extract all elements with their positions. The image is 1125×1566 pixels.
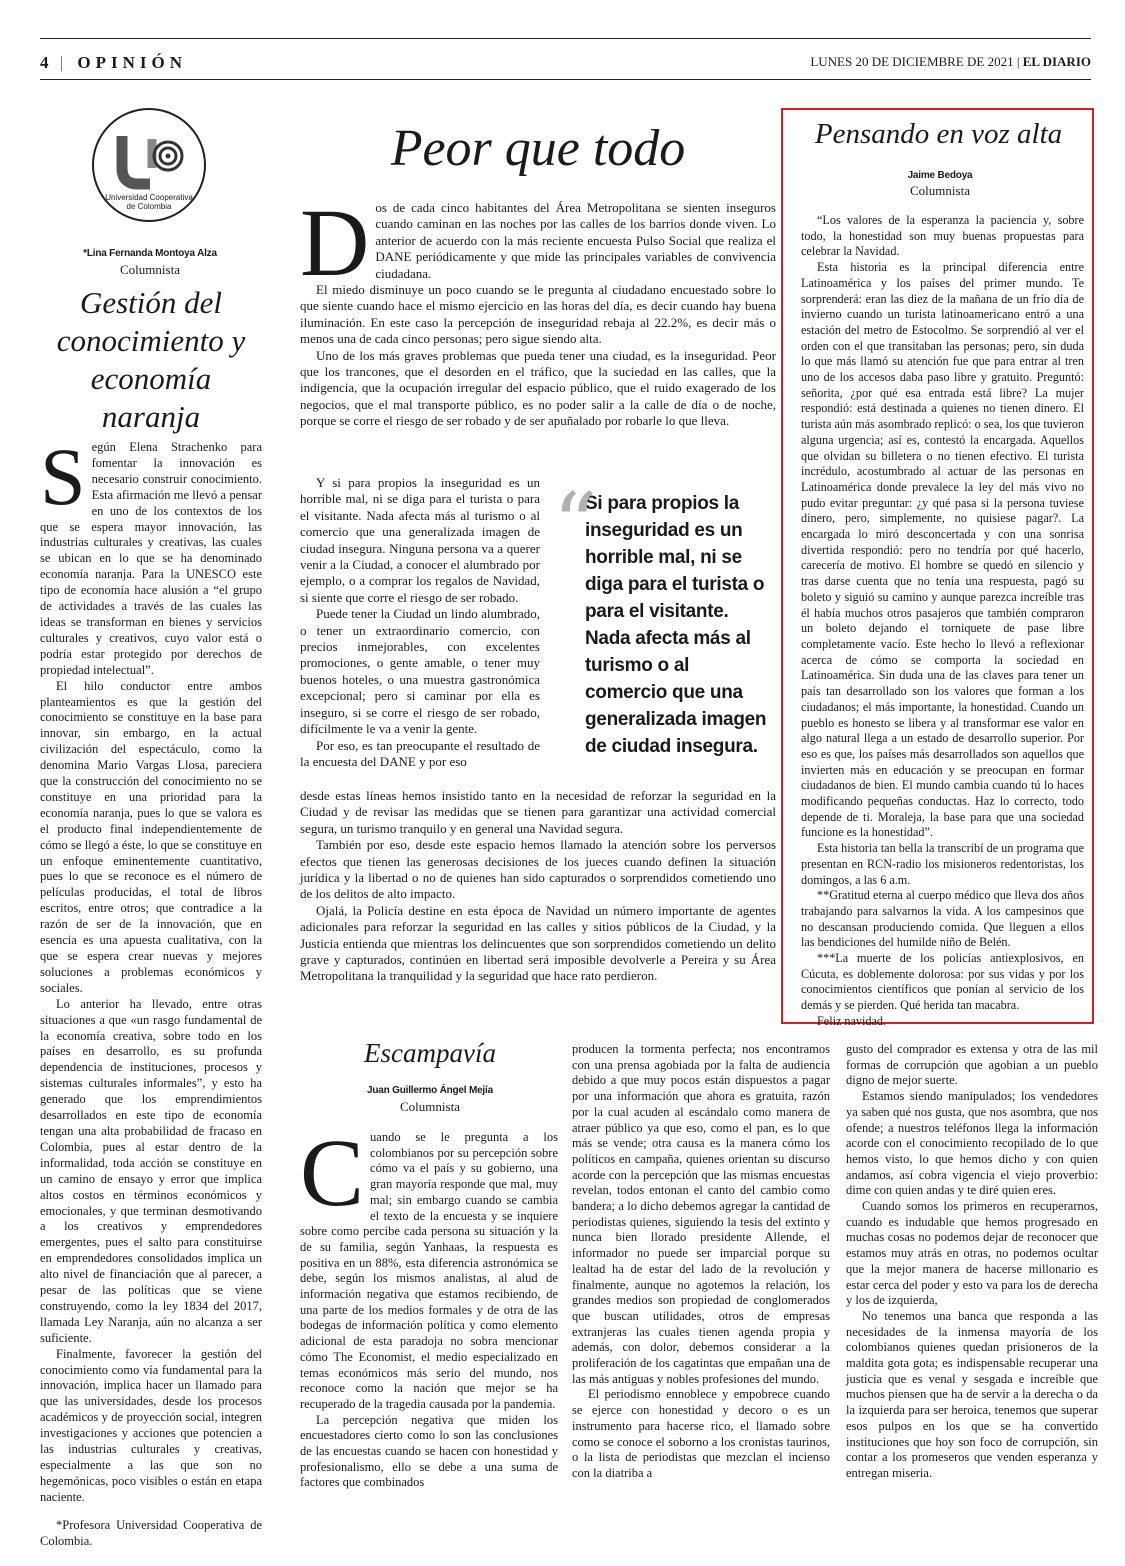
right-paragraph: Esta historia es la principal diferencia entre Latinoamérica y los países del primer mundo. Te sorprenderá: eran las diez de la mañana de un frío día de invierno cuando un turista latinoamericano entró a una estación del metro de Estocolmo. Se sorprendió al ver el orden con el que transitaban las personas; pero, sin duda lo que más llamó su atención fue que para entrar al tren uno de los accesos daba paso libre y gratuito. Preguntó: señorita, ¿por qué esa entrada está libre? La mujer respondió: está destinada a quienes no tienen dinero. El turista aún más asombrado replicó: o sea, los que tuvieron alguna urgencia; así es, contestó la encargada. Aquellos que olvidan su billetera o no tienen efectivo. El turista incrédulo, acostumbrado al actuar de las personas en Latinoamérica donde prevalece la ley del más vivo no pudo evitar preguntar: ¿y qué pasa si la persona tuviese dinero, pero, simplemente, no quisiese pagar?. La encargada lo miró desconcertada y con una sonrisa divertida respondió: pero no tendría por qué hacerlo, carecería de motivo. El hombre se quedó en silencio y tras darse cuenta que no tenía una respuesta, pagó su boleto y siguió su camino y aunque parezca increíble tras él había muchos otros pasajeros que también compraron un boleto dejando el torniquete de pase libre completamente vacío. Este hecho lo llevó a reflexionar acerca de cómo se comporta la sociedad en Latinoamérica. Sin duda una de las claves para tener un país tan desarrollado son los valores que forman a los ciudadanos; el más importante, la honestidad. Cuando un pueblo es honesto se libera y al transformar ese valor en algo natural llega a un estado de desarrollo superior. Por eso es que, los países más desarrollados son aquellos que invierten más en educación y se preocupan en formar ciudadanos de bien. El mundo cambia cuando tú lo haces modificando pequeñas conductas. Haz lo correcto, todo depende de ti. Moraleja, la base para que una sociedad funcione es la honestidad”.: [801, 260, 1084, 840]
right-article-body: [801, 213, 1084, 1030]
right-paragraph: Feliz navidad.: [817, 1013, 887, 1028]
right-author-role: Columnista: [910, 183, 970, 198]
left-paragraph: El hilo conductor entre ambos planteamientos es que la gestión del conocimiento se constituye en la base para innovar, sin embargo, en la actual civilización del espectáculo, como la denomina Mario Vargas Llosa, pareciera que la construcción del conocimiento no se constituye en una prioridad para la economía naranja, pues lo que se valora es el producto final independientemente de cómo se llegó a éste, lo que se constituye en un enfoque eminentemente cuantitativo, pues lo que se reconoce es el número de películas producidas, el total de libros escritos, entre otros; que contradice a la razón de ser de la innovación, que en esencia es una apuesta cualitativa, con la que se espera crear nuevas y mejores soluciones a problemas económicos y sociales.: [40, 678, 262, 995]
bottom-col-2: [572, 1042, 830, 1482]
pull-quote-text: Si para propios la inseguridad es un horrible mal, ni se diga para el turista o para el visitante. Nada afecta más al turismo o al comercio que una generalizada imagen de ciudad insegura.: [585, 493, 767, 757]
right-paragraph: ***La muerte de los policías antiexplosivos, en Cúcuta, es doblemente dolorosa: por sus vidas y por los conocimientos científicos que ponían al servicio de los demás y se pierden. Qué herida tan macabra.: [801, 951, 1084, 1013]
bottom-col-1: [300, 1119, 558, 1491]
page-header: [40, 38, 1091, 80]
section-name: OPINIÓN: [77, 53, 188, 72]
right-paragraph: Esta historia tan bella la transcribí de un programa que presentan en RCN-radio los misioneros redentoristas, los domingos, a las 6 a.m.: [801, 841, 1084, 887]
logo-text-line2: de Colombia: [126, 202, 172, 211]
right-paragraph: “Los valores de la esperanza la paciencia y, sobre todo, la honestidad son muy buenas propuestas para celebrar la Navidad.: [801, 213, 1084, 259]
left-author-role: Columnista: [120, 262, 180, 277]
center-article-title: Peor que todo: [390, 120, 686, 177]
section-label: 4 | OPINIÓN: [40, 53, 188, 72]
center-paragraph: desde estas líneas hemos insistido tanto en la necesidad de reforzar la seguridad en la Ciudad y de revisar las medidas que se tienen para garantizar una actividad comercial segura, un turismo tranquilo y en general una Navidad segura.: [300, 788, 776, 836]
bottom-author-role: Columnista: [400, 1099, 460, 1114]
center-article-bottom: [300, 788, 776, 985]
left-paragraph: Finalmente, favorecer la gestión del conocimiento como vía fundamental para la innovación, implica hacer un llamado para que las universidades, desde los procesos académicos y de proyección social, integren investigaciones y acciones que potencien a las industrias culturales y creativas, especialmente a las que son no hegemónicas, poco visibles o están en etapa naciente.: [40, 1346, 262, 1504]
center-first-paragraph: os de cada cinco habitantes del Área Metropolitana se sienten inseguros cuando caminan en las noches por las calles de los barrios donde viven. Lo anterior de acuerdo con la más reciente encuesta Pulso Social que realiza el DANE periódicamente y que mide las principales variables de convivencia ciudadana.: [375, 200, 776, 281]
left-paragraph: Lo anterior ha llevado, entre otras situaciones a que «un rasgo fundamental de la economía creativa, sobre todo en los países en desarrollo, es su profunda dependencia de instituciones, procesos y sistemas culturales informales”, y esto ha generado que los emprendimientos desarrollados en este tipo de economía tengan una alta probabilidad de fracaso en Colombia, pues al estar dentro de la informalidad, toda acción se constituye en un camino de ensayo y error que implica altos costos en términos económicos y emocionales, y que terminan desmotivando a los creativos y emprendedores emergentes, pues el salto para constituirse en emprendedores consolidados implica un alto nivel de financiación que al parecer, a pesar de las políticas que se viene construyendo, como la ley 1834 del 2017, llamada Ley Naranja, aún no alcanza a ser suficiente.: [40, 996, 262, 1345]
pull-quote: [553, 475, 773, 760]
university-logo: [90, 106, 208, 224]
quote-mark-icon: “: [553, 475, 597, 575]
page-number: 4: [40, 53, 54, 72]
center-dropcap: D: [300, 189, 370, 296]
bottom-paragraph: No tenemos una banca que responda a las necesidades de la inmensa mayoría de los colombianos quienes quedan prisioneros de la maldita gota gota; es indispensable recuperar una justicia que es venal y sesgada e increíble que muchos piensen que ha de servir a la derecha o da la izquierda para ser heroica, tenemos que superar esos pulpos en los que se ha convertido instituciones que hoy son foco de corrupción, sin contar a los promeseros que venden esperanza y entregan miseria.: [846, 1308, 1098, 1480]
bottom-paragraph: El periodismo ennoblece y empobrece cuando se ejerce con honestidad y decoro o es un instrumento para hacerse rico, el llamado sobre como se conoce el soborno a los cronistas taurinos, o la lista de periodistas que mezclan el incienso con la diatriba a: [572, 1387, 830, 1480]
bottom-paragraph: Estamos siendo manipulados; los vendedores ya saben qué nos gusta, que nos asombra, que nos ofende; a nuestros teléfonos llega la información acorde con el conocimiento recopilado de lo que hemos visto, lo que hemos dicho y con quien andamos, así cobra vigencia el viejo proverbio: dime con quien andas y te diré quien eres.: [846, 1089, 1098, 1198]
center-paragraph: Puede tener la Ciudad un lindo alumbrado, o tener un extraordinario comercio, con precios inmejorables, con excelentes promociones, o gente amable, o tener muy buenos hoteles, o una muestra gastronómica excepcional; pero si caminar por ella es inseguro, si se corre el riesgo de ser robado, difícilmente le va a venir la gente.: [300, 606, 540, 737]
bottom-author: Juan Guillermo Ángel Mejía: [367, 1085, 493, 1096]
right-author: Jaime Bedoya: [907, 170, 973, 181]
center-article-top: [300, 189, 776, 430]
bottom-dropcap: C: [300, 1119, 365, 1226]
date-text: LUNES 20 DE DICIEMBRE DE 2021: [810, 54, 1014, 69]
left-article-body: [40, 431, 262, 1550]
left-author: *Lina Fernanda Montoya Alza: [83, 248, 217, 259]
bottom-paragraph: Cuando somos los primeros en recuperarnos, cuando es indudable que hemos progresado en muchas cosas no podemos dejar de reconocer que estamos muy atrás en otras, no podemos ocultar que la mejor manera de hacerse millonario es estar cerca del poder y esto va para los de derecha y los de izquierda,: [846, 1199, 1098, 1308]
center-paragraph: El miedo disminuye un poco cuando se le pregunta al ciudadano encuestado sobre lo que siente cuando hace el mismo ejercicio en las horas del día, es decir cuando hay buena iluminación. En este caso la percepción de inseguridad rebaja al 22.2%, es decir más o menos una de cada cinco personas; pero sigue siendo alta.: [300, 282, 776, 347]
center-article-narrow: [300, 475, 540, 770]
center-paragraph: Por eso, es tan preocupante el resultado de la encuesta del DANE y por eso: [300, 737, 540, 769]
issue-date: LUNES 20 DE DICIEMBRE DE 2021 | EL DIARIO: [810, 54, 1091, 69]
left-dropcap: S: [40, 431, 86, 522]
paper-name: EL DIARIO: [1022, 54, 1091, 69]
right-paragraph: **Gratitud eterna al cuerpo médico que lleva dos años trabajando para salvarnos la vida. A los campesinos que no descansan produciendo comida. Que lleguen a ellos las bendiciones del humilde niño de Belén.: [801, 888, 1084, 950]
center-paragraph: Uno de los más graves problemas que pueda tener una ciudad, es la inseguridad. Peor que los trancones, que el desorden en el tráfico, que la suciedad en las calles, que la indigencia, que la ocupación irregular del espacio público, que el ruido exagerado de los negocios, que el mal transporte público, es no poder salir a la calle de día o de noche, porque se corre el riesgo de ser robado y de ser apuñalado por robarle lo que lleva.: [300, 347, 776, 429]
center-paragraph: También por eso, desde este espacio hemos llamado la atención sobre los perversos efectos que tienen las generosas decisiones de los jueces cuando definen la situación jurídica y la libertad o no de quienes han sido capturados o sorprendidos cometiendo uno de los delitos de alto impacto.: [300, 837, 776, 902]
bottom-first-paragraph: uando se le pregunta a los colombianos por su percepción sobre cómo va el país y su gobierno, una gran mayoría responde que mal, muy mal; sin embargo cuando se cambia el texto de la encuesta y se inquiere sobre como percibe cada persona su situación y la de su familia, según Yanhaas, la respuesta es positiva en un 88%, esta diferencia astronómica se debe, según los mismos analistas, al alud de información negativa que estamos recibiendo, de una parte de los medios formales y de otra de las bodegas de información política y como elemento adicional de esta paradoja no sobra mencionar cómo The Economist, el medio especializado en temas económicos más serio del mundo, nos reconoce como la nación que mejor se ha recuperado de la tragedia causada por la pandemia.: [300, 1130, 558, 1411]
bottom-paragraph: producen la tormenta perfecta; nos encontramos con una prensa agobiada por la falta de audiencia debido a que muy pocos están dispuestos a pagar por una información que ahora es gratuita, razón por la cual acuden al escándalo como manera de atraer público ya que eso, como el pan, es lo que más se vende; otra causa es la manera cómo los políticos en campaña, quienes orientan su discurso acorde con la percepción que las mismas encuestas revelan, todos entonan el canto del cambio como bandera; a lo dicho debemos agregar la cantidad de periodistas quienes, siguiendo la tesis del extinto y nunca bien llorado presidente Allende, el informador no puede ser imparcial porque su lealtad ha de estar del lado de la revolución y finalmente, aunque no agotemos la relación, los grandes medios son propiedad de conglomerados que buscan utilidades, otros de empresas extranjeras las cuales tienen agenda propia y además, con dolor, debemos considerar a la proliferación de los cagatintas que empañan una de las más antiguas y nobles profesiones del mundo.: [572, 1042, 830, 1386]
logo-text-line1: Universidad Cooperativa: [105, 193, 193, 202]
bottom-paragraph: La percepción negativa que miden los encuestadores cierto como lo son las conclusiones de las encuestas cuando se hacen con honestidad y profesionalismo, ello se debe a una suma de factores que combinados: [300, 1412, 558, 1490]
left-first-paragraph: egún Elena Strachenko para fomentar la innovación es necesario construir conocimiento. Esta afirmación me llevó a pensar en uno de los contextos de los que se espera mayor innovación, las industrias culturales y creativas, las cuales se ubican en lo que se ha denominado economía naranja. Para la UNESCO este tipo de economía hace alusión a “el grupo de actividades a través de las cuales las ideas se transforman en bienes y servicios culturales y creativos, cuyo valor está o podría estar protegido por derechos de propiedad intelectual”.: [40, 440, 262, 677]
right-article-title: Pensando en voz alta: [814, 118, 1063, 150]
left-footnote: *Profesora Universidad Cooperativa de Colombia.: [40, 1517, 262, 1548]
left-article-title: Gestión del conocimiento y economía naranja: [56, 285, 246, 434]
bottom-paragraph: gusto del comprador es extensa y otra de las mil formas de corrupción que agobian a un pueblo digno de mejor suerte.: [846, 1042, 1098, 1088]
center-paragraph: Ojalá, la Policía destine en esta época de Navidad un número importante de agentes adicionales para reforzar la seguridad en las calles y sitios públicos de la Ciudad, y la Justicia entienda que mientras los delincuentes que son sorprendidos cometiendo un delito grave y capturados, continúen en libertad será imposible devolverle a Pereira y su Área Metropolitana la tranquilidad y la seguridad que hace rato perdieron.: [300, 902, 776, 984]
bottom-article-title: Escampavía: [364, 1038, 496, 1068]
center-paragraph: Y si para propios la inseguridad es un horrible mal, ni se diga para el turista o para el visitante. Nada afecta más al turismo o al comercio que una generalizada imagen de ciudad insegura. Ninguna persona va a querer venir a la Ciudad, a conocer el alumbrado por ejemplo, o a comprar los regalos de Navidad, si siente que corre el riesgo de ser robado.: [300, 475, 540, 605]
bottom-col-3: [846, 1042, 1098, 1482]
